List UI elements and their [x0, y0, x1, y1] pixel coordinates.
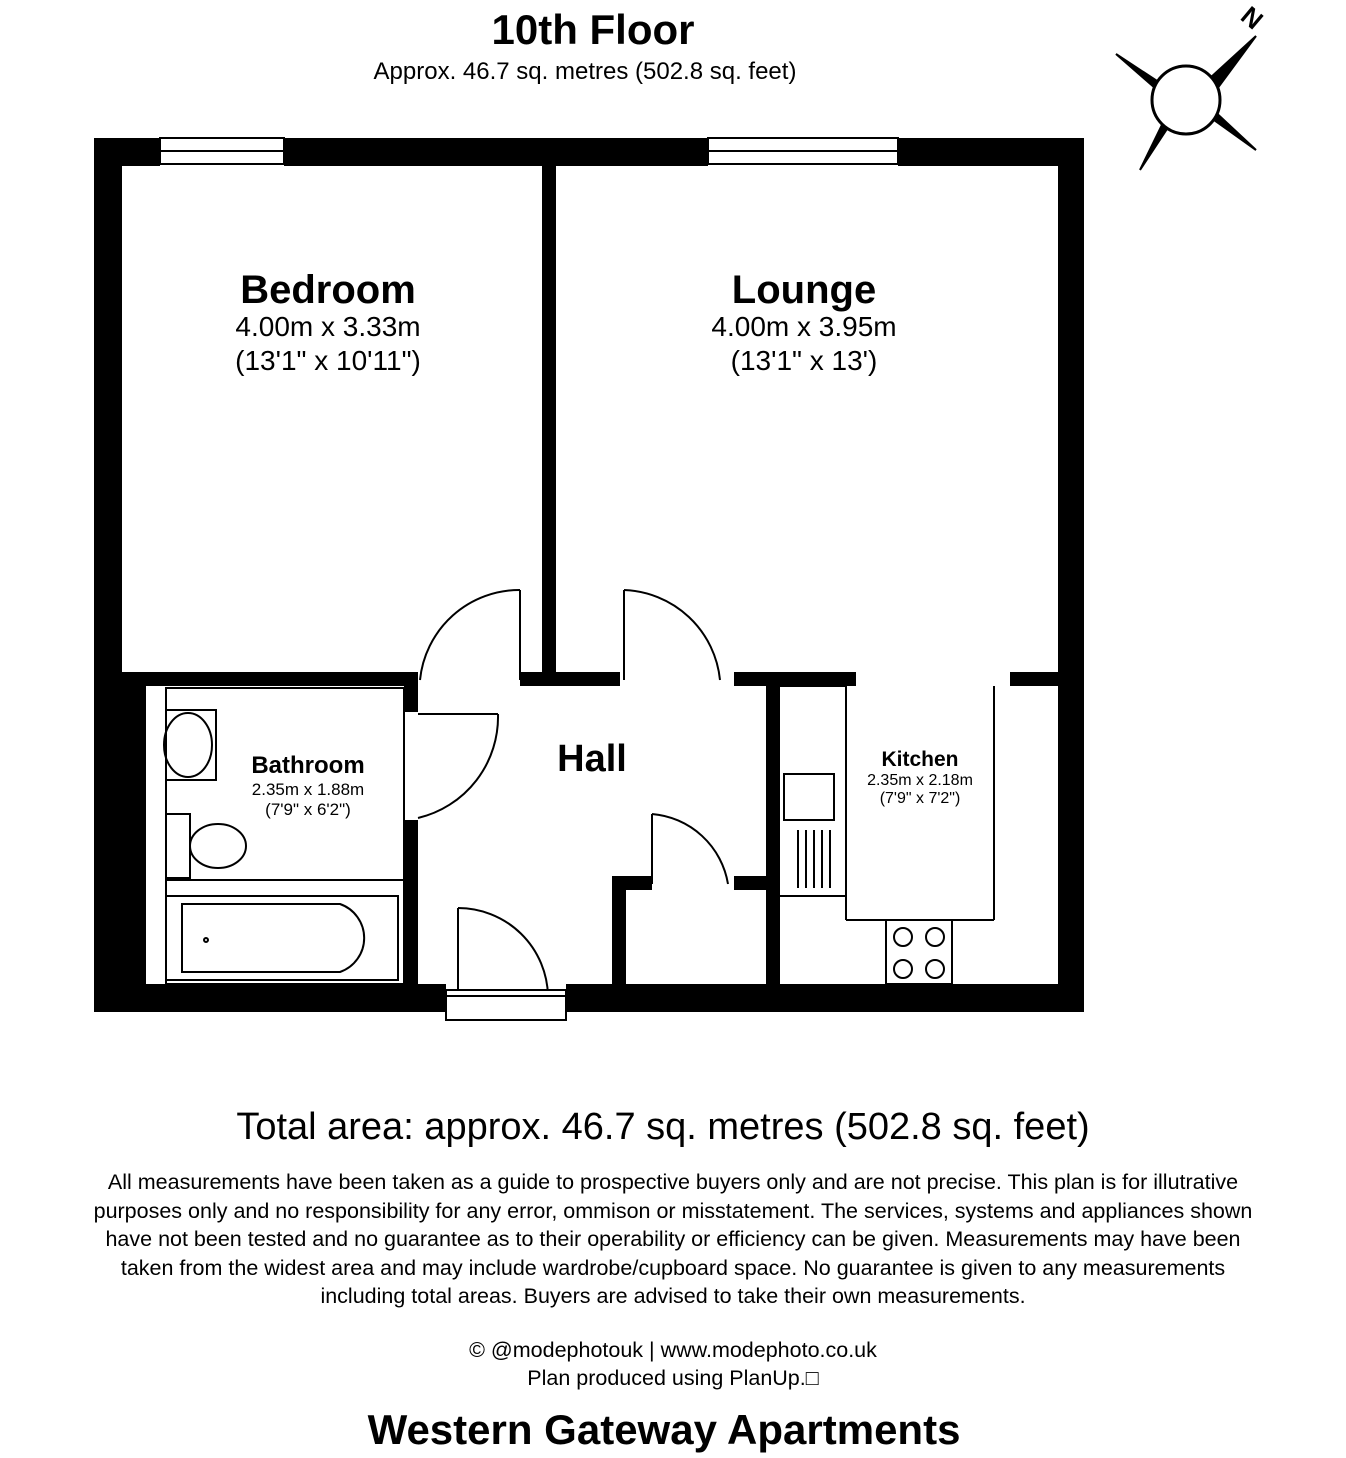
lounge-metric: 4.00m x 3.95m [711, 311, 897, 342]
bathroom-name: Bathroom [251, 752, 365, 779]
bathroom-imperial: (7'9" x 6'2") [265, 800, 351, 819]
lounge-imperial: (13'1" x 13') [730, 345, 878, 376]
kitchen-fixtures [780, 686, 994, 984]
disclaimer-line: have not been tested and no guarantee as to their operability or efficiency can be given. Measurements may have been [105, 1227, 1241, 1251]
hall-name: Hall [557, 738, 627, 780]
bedroom-metric: 4.00m x 3.33m [235, 311, 421, 342]
bathroom-fixtures [164, 688, 404, 984]
kitchen-imperial: (7'9" x 7'2") [879, 790, 961, 807]
total-area: Total area: approx. 46.7 sq. metres (502.8 sq. feet) [236, 1106, 1090, 1148]
floor-area: Approx. 46.7 sq. metres (502.8 sq. feet) [373, 58, 797, 85]
disclaimer-line: including total areas. Buyers are advised to take their own measurements. [320, 1284, 1026, 1308]
lounge-label [654, 268, 954, 377]
disclaimer-line: purposes only and no responsibility for any error, ommison or misstatement. The services, systems and appliances shown [93, 1198, 1253, 1223]
floor-title: 10th Floor [491, 6, 695, 53]
doors [418, 590, 728, 1020]
bedroom-name: Bedroom [240, 268, 416, 312]
disclaimer [6, 1168, 1340, 1311]
compass-north-label: N [1235, 0, 1269, 36]
bathroom-label [216, 752, 400, 820]
lounge-name: Lounge [731, 268, 877, 312]
disclaimer-line: taken from the widest area and may include wardrobe/cupboard space. No guarantee is given to any measurements [120, 1255, 1226, 1280]
credit-software: Plan produced using PlanUp.□ [527, 1366, 819, 1390]
kitchen-label [848, 748, 992, 808]
bedroom-label [180, 268, 476, 377]
bathroom-metric: 2.35m x 1.88m [251, 780, 365, 799]
credit-social: © @modephotouk | www.modephoto.co.uk [469, 1338, 877, 1362]
disclaimer-line: All measurements have been taken as a guide to prospective buyers only and are not precise. This plan is for illutrative [107, 1170, 1239, 1194]
bedroom-imperial: (13'1" x 10'11") [235, 345, 421, 376]
building-name: Western Gateway Apartments [367, 1406, 961, 1453]
kitchen-metric: 2.35m x 2.18m [867, 772, 973, 789]
kitchen-name: Kitchen [881, 748, 959, 771]
compass-rose-icon [1116, 36, 1256, 170]
